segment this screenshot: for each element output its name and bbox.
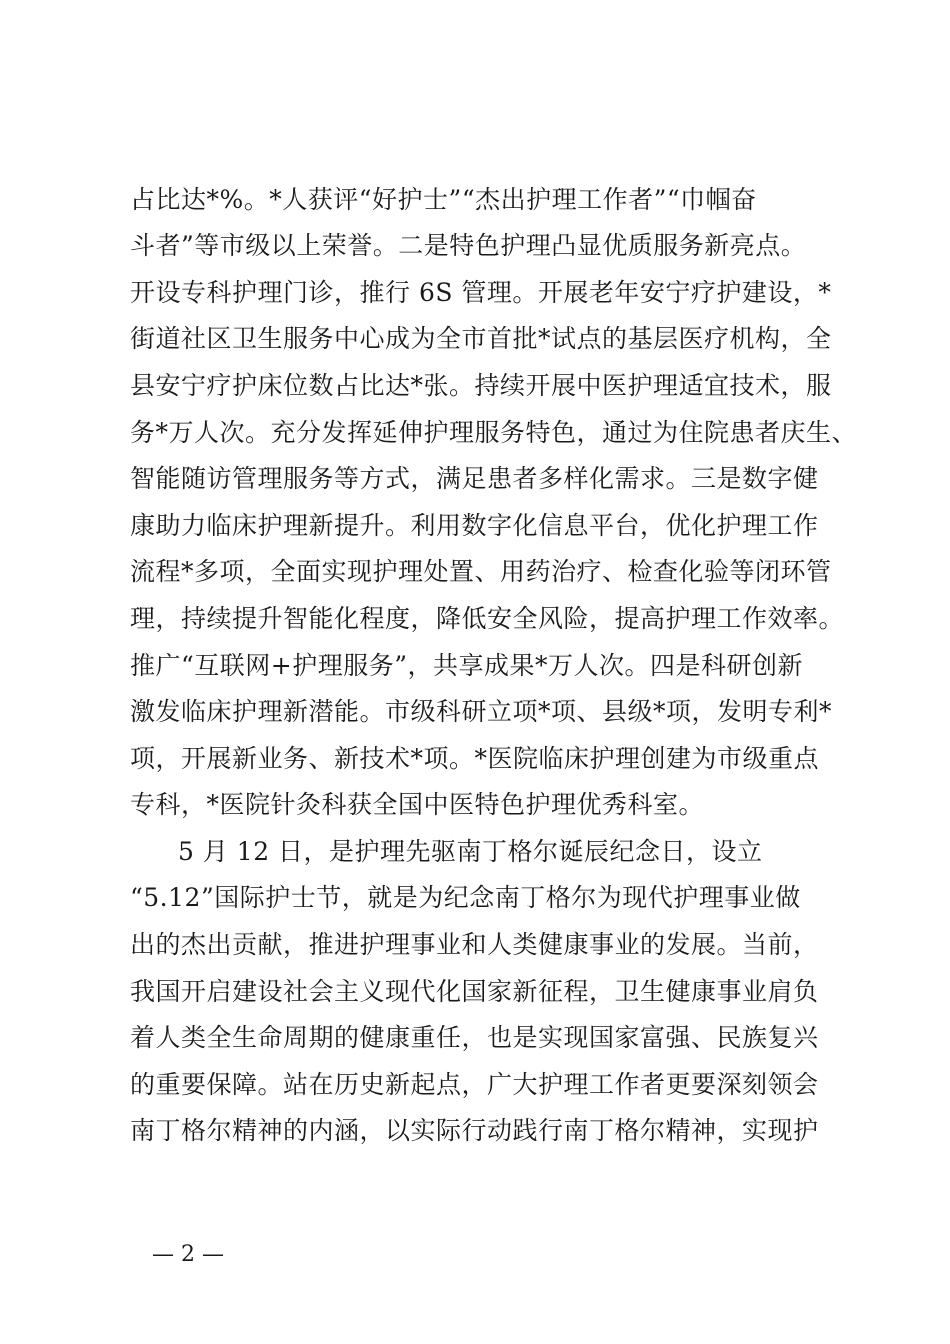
body-text-line: 县安宁疗护床位数占比达*张。持续开展中医护理适宜技术，服	[130, 371, 832, 400]
body-text-line: 务*万人次。充分发挥延伸护理服务特色，通过为住院患者庆生、	[130, 418, 858, 447]
body-text-line: 着人类全生命周期的健康重任，也是实现国家富强、民族复兴	[130, 1023, 819, 1052]
body-text-line: 推广“互联网+护理服务”，共享成果*万人次。四是科研创新	[130, 651, 804, 680]
body-text-line: 出的杰出贡献，推进护理事业和人类健康事业的发展。当前，	[130, 930, 819, 959]
body-text-line: 智能随访管理服务等方式，满足患者多样化需求。三是数字健	[130, 464, 819, 493]
body-text-line: “5.12”国际护士节，就是为纪念南丁格尔为现代护理事业做	[130, 883, 801, 912]
body-text-line: 南丁格尔精神的内涵，以实际行动践行南丁格尔精神，实现护	[130, 1116, 819, 1145]
body-text-line: 斗者”等市级以上荣誉。二是特色护理凸显优质服务新亮点。	[130, 231, 807, 260]
body-text-line: 占比达*%。*人获评“好护士”“杰出护理工作者”“巾帼奋	[130, 185, 757, 214]
body-text-line: 理，持续提升智能化程度，降低安全风险，提高护理工作效率。	[130, 604, 845, 633]
body-text-line: 项，开展新业务、新技术*项。*医院临床护理创建为市级重点	[130, 744, 820, 773]
body-text-line: 专科，*医院针灸科获全国中医特色护理优秀科室。	[130, 790, 705, 819]
body-text-line: 开设专科护理门诊，推行 6S 管理。开展老年安宁疗护建设，*	[130, 278, 832, 307]
body-text-line: 的重要保障。站在历史新起点，广大护理工作者更要深刻领会	[130, 1070, 819, 1099]
page-number: — 2 —	[152, 1242, 224, 1267]
body-text-line: 流程*多项，全面实现护理处置、用药治疗、检查化验等闭环管	[130, 557, 832, 586]
body-text-line: 街道社区卫生服务中心成为全市首批*试点的基层医疗机构，全	[130, 324, 832, 353]
paragraph-start-line: 5 月 12 日，是护理先驱南丁格尔诞辰纪念日，设立	[178, 837, 763, 866]
body-text-line: 我国开启建设社会主义现代化国家新征程，卫生健康事业肩负	[130, 977, 819, 1006]
body-text-line: 激发临床护理新潜能。市级科研立项*项、县级*项，发明专利*	[130, 697, 833, 726]
body-text-line: 康助力临床护理新提升。利用数字化信息平台，优化护理工作	[130, 511, 819, 540]
